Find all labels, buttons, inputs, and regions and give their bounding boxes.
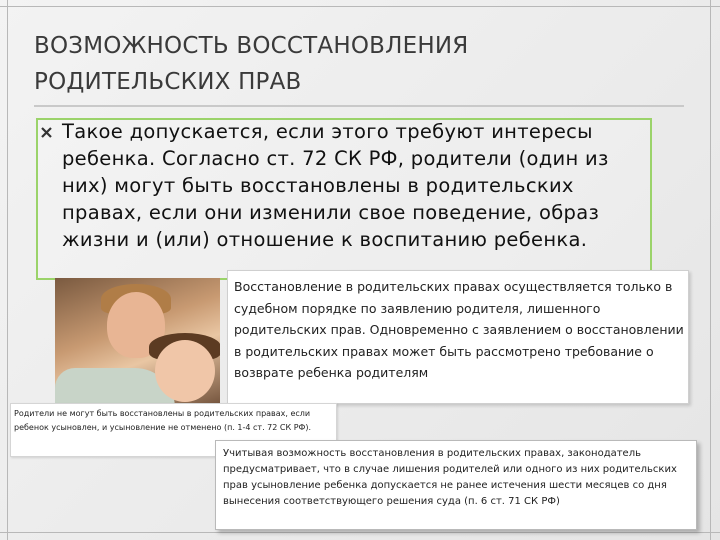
slide-title-line2: РОДИТЕЛЬСКИХ ПРАВ [34,69,302,95]
restoration-procedure-text: Восстановление в родительских правах осуществляется только в судебном порядке по заявлению родителя, лишенного родительских прав. Одновременно с заявлением о восстановлении в родительских правах может быть рассмотрено требование о возврате ребенка родителям [234,279,684,380]
frame-line-top [0,6,720,7]
slide-title [34,28,594,100]
main-paragraph: Такое допускается, если этого требуют интересы ребенка. Согласно ст. 72 СК РФ, родители (один из них) могут быть восстановлены в родительских правах, если они изменили свое поведение, образ жизни и (или) отношение к воспитанию ребенка. [62,120,609,251]
adoption-restriction-text: Родители не могут быть восстановлены в родительских правах, если ребенок усыновлен, и усыновление не отменено (п. 1-4 ст. 72 СК РФ). [14,409,312,432]
frame-line-right [710,0,711,540]
x-bullet-icon [40,124,53,143]
six-month-rule-box [215,440,697,530]
title-divider [34,105,684,107]
mother-child-photo [55,278,220,411]
slide-title-line1: ВОЗМОЖНОСТЬ ВОССТАНОВЛЕНИЯ [34,33,469,59]
restoration-procedure-box [227,270,689,404]
frame-line-bottom [0,532,720,533]
frame-line-left [7,0,8,540]
six-month-rule-text: Учитывая возможность восстановления в родительских правах, законодатель предусматривает, что в случае лишения родителей или одного из них родительских прав усыновление ребенка допускается не ранее истечения шести месяцев со дня вынесения соответствующего решения суда (п. 6 ст. 71 СК РФ) [223,448,677,507]
